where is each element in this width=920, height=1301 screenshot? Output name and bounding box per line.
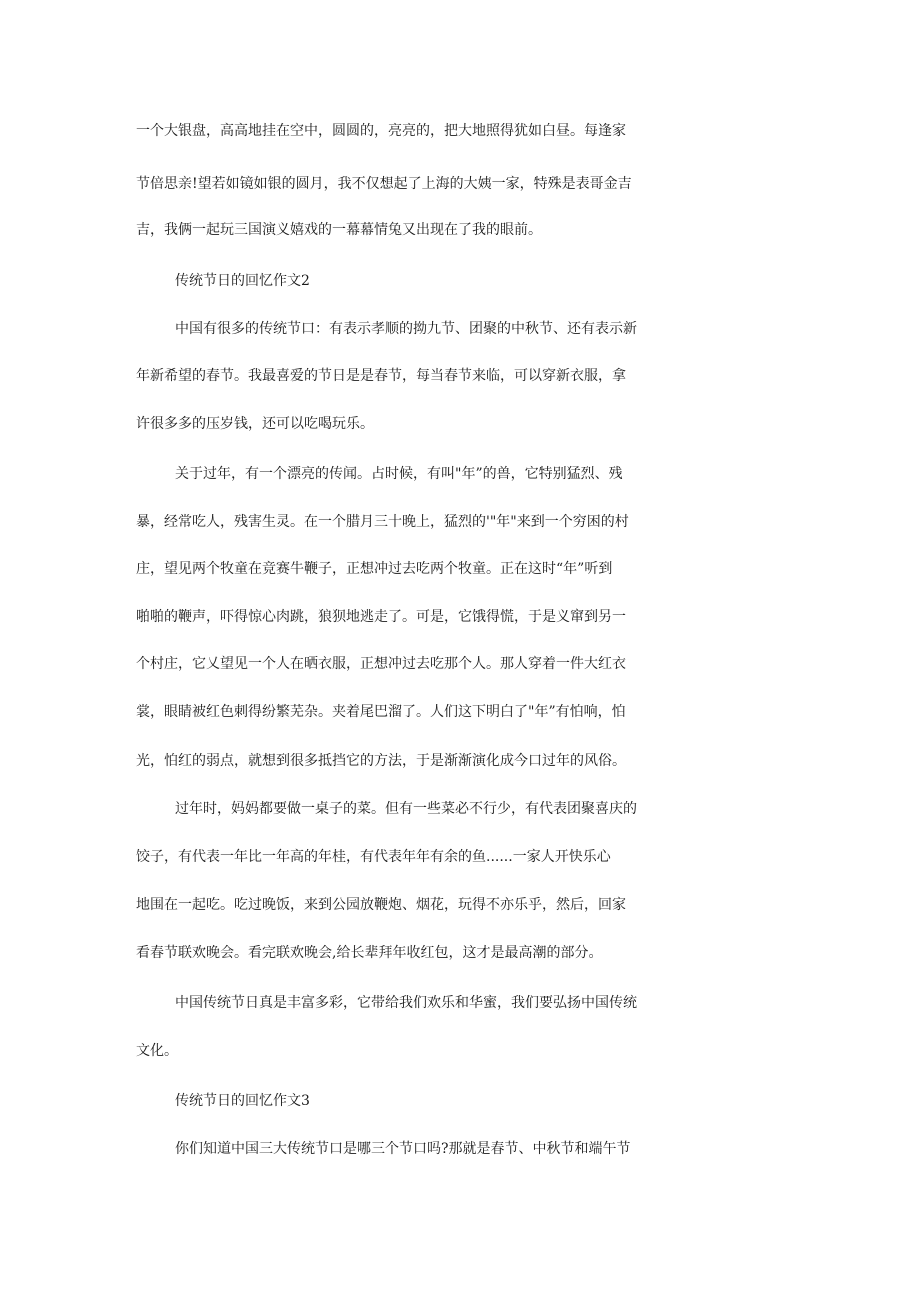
paragraph-first-line: 关于过年，有一个漂亮的传闻。占时候，有叫"年”的兽，它特别猛烈、残 [175,466,623,482]
text-line: 许很多多的压岁钱，还可以吃喝玩乐。 [136,416,374,432]
text-line: 文化。 [136,1043,178,1059]
paragraph-first-line: 你们知道中国三大传统节口是哪三个节口吗?那就是春节、中秋节和端午节 [175,1141,631,1157]
text-line: 啪啪的鞭声，吓得惊心肉跳，狼狈地逃走了。可是，它饿得慌，于是义窜到另一 [136,609,626,625]
text-line: 光，怕红的弱点，就想到很多抵挡它的方法，于是渐渐演化成今口过年的风俗。 [136,753,626,769]
text-line: 节倍思亲!望若如镜如银的圆月，我不仅想起了上海的大姨一家，特殊是表哥金吉 [136,176,632,192]
text-line: 裳，眼睛被红色刺得纷繁芜杂。夹着尾巴溜了。人们这下明白了"年”有怕响，怕 [136,704,626,720]
text-line: 看春节联欢晚会。看完联欢晚会,给长辈拜年收红包，这才是最高潮的部分。 [136,945,603,961]
text-line: 年新希望的春节。我最喜爱的节日是是春节，每当春节来临，可以穿新衣服，拿 [136,368,626,384]
section-heading: 传统节日的回忆作文3 [175,1093,310,1109]
text-line: 吉，我俩一起玩三国演义嬉戏的一幕幕情兔又出现在了我的眼前。 [136,222,542,238]
text-line: 暴，经常吃人，残害生灵。在一个腊月三十晚上，猛烈的'"年"来到一个穷困的村 [136,514,629,530]
section-heading: 传统节日的回忆作文2 [175,273,310,289]
paragraph-first-line: 中国传统节日真是丰富多彩，它带给我们欢乐和华蜜，我们要弘扬中国传统 [175,995,637,1011]
text-line: 个村庄，它乂望见一个人在晒衣服，正想冲过去吃那个人。那人穿着一件大红衣 [136,656,626,672]
text-line: 一个大银盘，高高地挂在空中，圆圆的，亮亮的，把大地照得犹如白昼。每逢家 [136,123,626,139]
text-line: 地围在一起吃。吃过晚饭，来到公园放鞭炮、烟花，玩得不亦乐乎，然后，回家 [136,897,626,913]
text-line: 庄，望见两个牧童在竞赛牛鞭子，正想冲过去吃两个牧童。正在这时“年”听到 [136,561,613,577]
paragraph-first-line: 过年时，妈妈都要做一桌子的菜。但有一些菜必不行少，有代表团聚喜庆的 [175,801,637,817]
text-line: 饺子，有代表一年比一年高的年桂，有代表年年有余的鱼......一家人开快乐心 [136,849,611,865]
paragraph-first-line: 中国有很多的传统节口：有表示孝顺的拗九节、团聚的中秋节、还有表示新 [175,321,637,337]
